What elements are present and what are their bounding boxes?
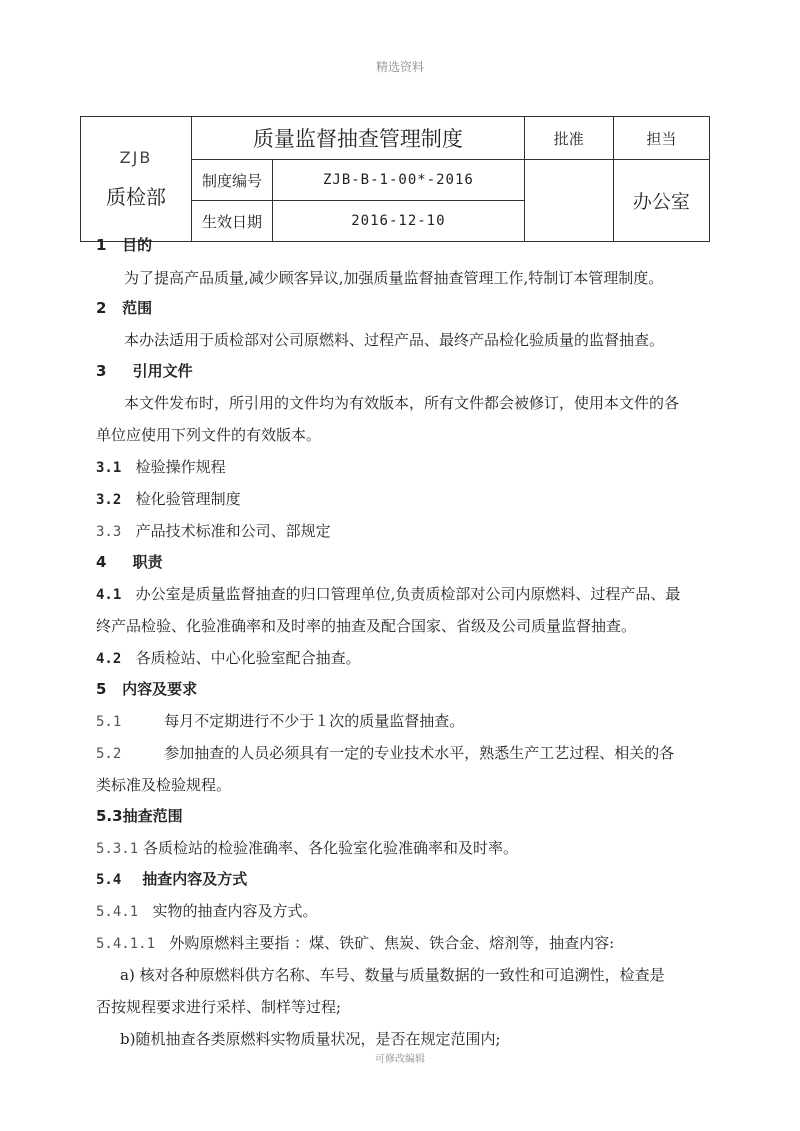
section-3-2-item: [96, 488, 241, 509]
footer-note: 可修改编辑: [375, 1054, 425, 1065]
section-2-text: 本办法适用于质检部对公司原燃料、过程产品、最终产品检化验质量的监督抽查。: [124, 331, 665, 349]
date-label: 生效日期: [192, 201, 273, 242]
section-number: 5: [96, 680, 107, 698]
department-name: 质检部: [106, 185, 166, 209]
section-4-2-item: [96, 647, 361, 668]
code-label: 制度编号: [192, 160, 273, 201]
item-number: 3.3: [96, 524, 122, 540]
section-title: 目的: [122, 236, 153, 254]
section-5-4-1-item: [96, 900, 317, 921]
item-number: 3.1: [96, 460, 122, 476]
section-3-3-item: [96, 520, 331, 541]
header-watermark-note: 精选资料: [375, 60, 424, 74]
item-number: 5.3.1: [96, 841, 139, 857]
document-header-table: [80, 116, 710, 242]
section-1-text: 为了提高产品质量,减少顾客异议,加强质量监督抽查管理工作,特制订本管理制度。: [124, 269, 664, 287]
item-number: 5.4.1: [96, 904, 139, 920]
section-number: 4: [96, 553, 107, 571]
section-title: 抽查内容及方式: [142, 870, 248, 888]
responsible-value: 办公室: [613, 160, 709, 242]
section-title: 范围: [122, 299, 153, 317]
item-number: 5.1: [96, 714, 122, 730]
responsible-label: 担当: [613, 117, 709, 160]
section-2-heading: [96, 297, 152, 318]
section-3-heading: [96, 360, 193, 381]
department-code: ZJB: [119, 148, 153, 167]
section-5-heading: [96, 678, 197, 699]
section-5-2-line-1: [96, 742, 674, 763]
section-5-2-line-2: 类标准及检验规程。: [96, 776, 232, 794]
item-a-line-1: a) 核对各种原燃料供方名称、车号、数量与质量数据的一致性和可追溯性，检查是: [120, 966, 665, 984]
item-text: 检化验管理制度: [135, 490, 241, 508]
section-number: 5.3: [96, 807, 123, 825]
section-3-text-line-2: 单位应使用下列文件的有效版本。: [96, 426, 322, 444]
section-5-1-item: [96, 710, 464, 731]
section-3-text-line-1: 本文件发布时，所引用的文件均为有效版本，所有文件都会被修订，使用本文件的各: [124, 394, 680, 412]
department-cell: [81, 117, 192, 242]
item-text: 各质检站、中心化验室配合抽查。: [135, 649, 361, 667]
item-text: 参加抽查的人员必须具有一定的专业技术水平，熟悉生产工艺过程、相关的各: [164, 744, 675, 762]
item-number: 3.2: [96, 492, 122, 508]
item-a-line-2: 否按规程要求进行采样、制样等过程;: [96, 998, 342, 1016]
item-number: 5.4.1.1: [96, 936, 156, 952]
section-5-4-heading: [96, 868, 247, 889]
section-4-1-line-2: 终产品检验、化验准确率和及时率的抽查及配合国家、省级及公司质量监督抽查。: [96, 617, 637, 635]
section-number: 5.4: [96, 872, 122, 888]
section-title: 内容及要求: [122, 680, 198, 698]
item-text: 产品技术标准和公司、部规定: [135, 522, 331, 540]
section-4-heading: [96, 551, 163, 572]
code-value: ZJB-B-1-00*-2016: [273, 160, 525, 201]
item-number: 4.2: [96, 651, 122, 667]
section-5-3-1-item: [96, 837, 518, 858]
section-1-heading: [96, 234, 152, 255]
item-text: 外购原燃料主要指 ：煤、铁矿、焦炭、铁合金、熔剂等，抽查内容:: [169, 934, 615, 952]
section-5-4-1-1-item: [96, 932, 614, 953]
section-5-3-heading: [96, 805, 183, 826]
item-text: 实物的抽查内容及方式。: [152, 902, 318, 920]
section-number: 3: [96, 362, 107, 380]
section-number: 1: [96, 236, 107, 254]
item-text: 办公室是质量监督抽查的归口管理单位,负责质检部对公司内原燃料、过程产品、最: [135, 585, 681, 603]
document-title: 质量监督抽查管理制度: [192, 117, 525, 160]
date-value: 2016-12-10: [273, 201, 525, 242]
section-number: 2: [96, 299, 107, 317]
section-title: 职责: [132, 553, 163, 571]
item-b: b)随机抽查各类原燃料实物质量状况，是否在规定范围内;: [120, 1030, 501, 1048]
item-text: 每月不定期进行不少于１次的质量监督抽查。: [164, 712, 465, 730]
item-text: 检验操作规程: [135, 458, 226, 476]
section-title: 引用文件: [132, 362, 193, 380]
approve-signature-cell: [524, 160, 613, 242]
item-text: 各质检站的检验准确率、各化验室化验准确率和及时率。: [142, 839, 518, 857]
item-number: 5.2: [96, 746, 122, 762]
section-4-1-line-1: [96, 583, 680, 604]
item-number: 4.1: [96, 587, 122, 603]
section-title: 抽查范围: [122, 807, 183, 825]
approve-label: 批准: [524, 117, 613, 160]
section-3-1-item: [96, 456, 226, 477]
